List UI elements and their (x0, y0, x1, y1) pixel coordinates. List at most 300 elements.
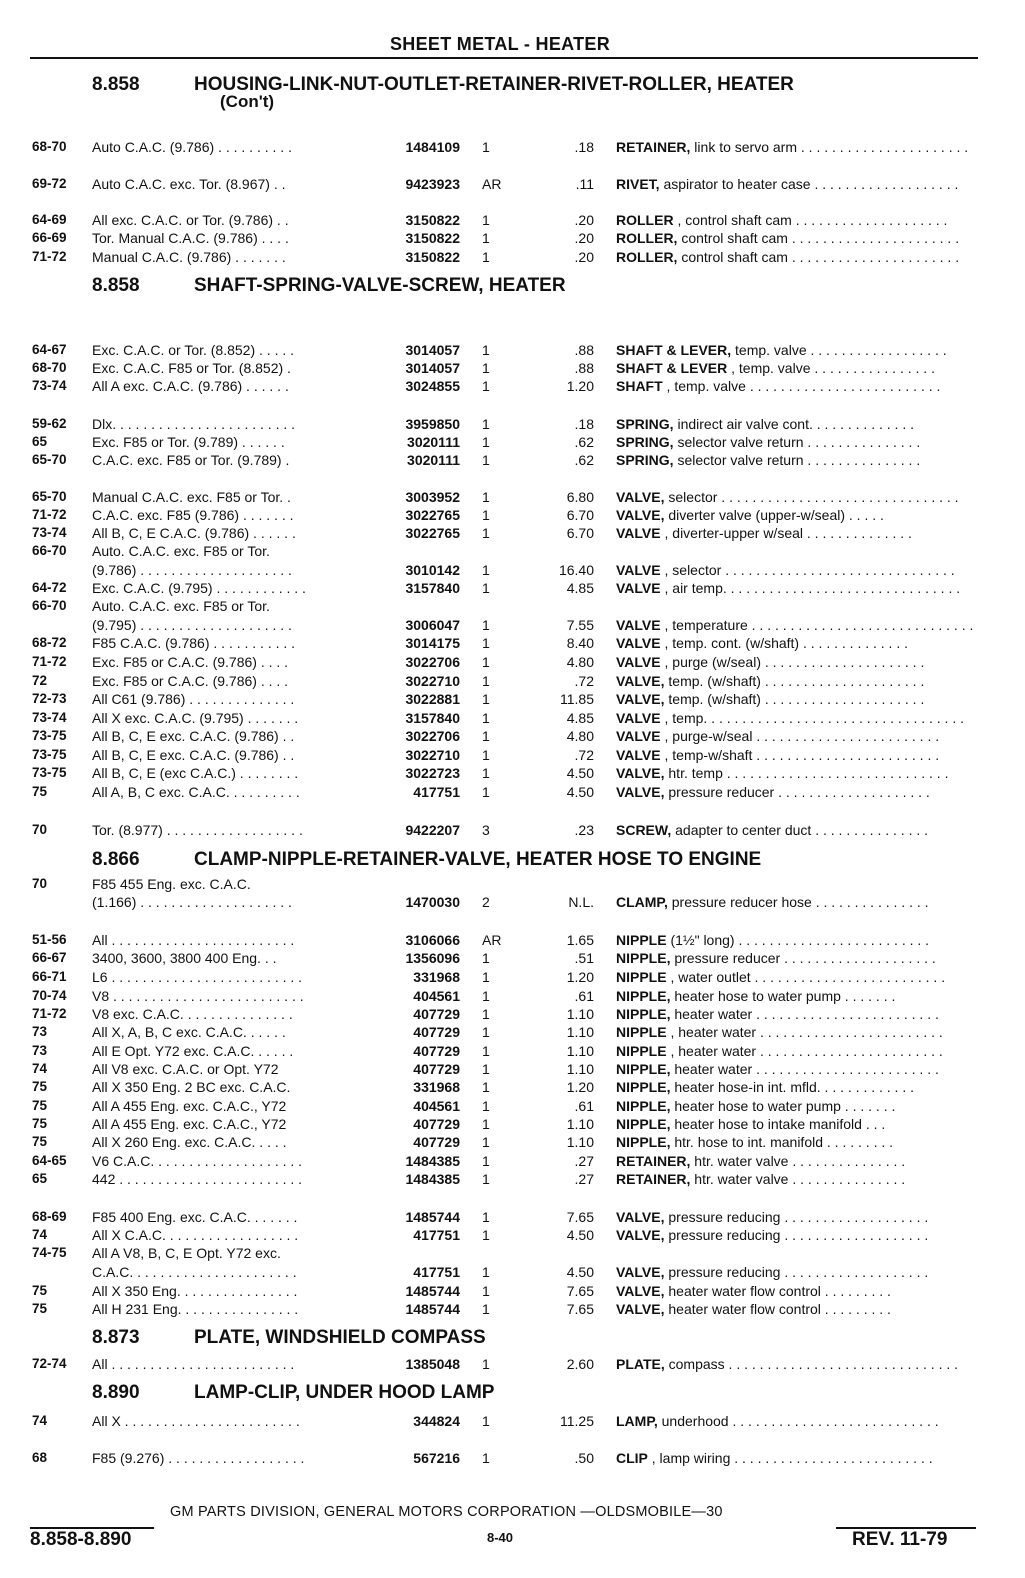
quantity: 1 (482, 1079, 490, 1095)
model-years: 73-74 (32, 378, 67, 393)
part-detail: pressure reducing . . . . . . . . . . . . . . . . . . . (664, 1264, 929, 1280)
part-description (616, 489, 978, 505)
quantity: 1 (482, 1450, 490, 1466)
part-name: SCREW, (616, 822, 672, 838)
quantity: 1 (482, 765, 490, 781)
model-years: 75 (32, 784, 48, 799)
application: All B, C, E exc. C.A.C. (9.786) . . (92, 728, 295, 744)
part-description (616, 360, 978, 376)
model-years: 66-70 (32, 598, 67, 613)
quantity: 1 (482, 1006, 490, 1022)
parts-row (0, 1413, 1000, 1431)
model-years: 66-70 (32, 543, 67, 558)
part-detail: heater water flow control . . . . . . . . . (664, 1301, 891, 1317)
part-description (616, 988, 978, 1004)
part-description (616, 1153, 978, 1169)
part-number: 3959850 (405, 416, 460, 432)
model-years: 70 (32, 822, 48, 837)
quantity: 2 (482, 894, 490, 910)
parts-row (0, 489, 1000, 507)
part-name: RETAINER, (616, 1171, 691, 1187)
application: Manual C.A.C. exc. F85 or Tor. . (92, 489, 291, 505)
quantity: 1 (482, 452, 490, 468)
page-header-title: SHEET METAL - HEATER (389, 34, 610, 54)
part-number: 3022881 (405, 691, 460, 707)
model-years: 68-70 (32, 360, 67, 375)
part-detail: heater water . . . . . . . . . . . . . . . . . . . . . . . . (670, 1061, 939, 1077)
parts-row (0, 728, 1000, 746)
part-detail: pressure reducing . . . . . . . . . . . . . . . . . . . (664, 1209, 929, 1225)
application: (1.166) . . . . . . . . . . . . . . . . . . . . (92, 894, 292, 910)
part-name: NIPPLE, (616, 1079, 671, 1095)
section-number: 8.873 (92, 1327, 140, 1348)
model-years: 75 (32, 1098, 48, 1113)
parts-row (0, 1024, 1000, 1042)
price: .62 (574, 434, 594, 450)
model-years: 74 (32, 1227, 48, 1242)
price: .23 (574, 822, 594, 838)
price: 16.40 (558, 562, 594, 578)
parts-row (0, 452, 1000, 470)
part-description (616, 580, 978, 596)
part-number: 3157840 (405, 580, 460, 596)
parts-row (0, 654, 1000, 672)
section-title: SHAFT-SPRING-VALVE-SCREW, HEATER (194, 275, 566, 296)
part-name: NIPPLE, (616, 1098, 671, 1114)
model-years: 72-74 (32, 1356, 67, 1371)
application: All C61 (9.786) . . . . . . . . . . . . . . (92, 691, 295, 707)
parts-row (0, 176, 1000, 194)
price: .50 (574, 1450, 594, 1466)
price: 6.70 (566, 507, 594, 523)
quantity: 1 (482, 691, 490, 707)
part-description (616, 673, 978, 689)
part-number: 404561 (413, 988, 460, 1004)
part-description (616, 139, 978, 155)
application: Auto C.A.C. exc. Tor. (8.967) . . (92, 176, 286, 192)
price: 1.20 (566, 1079, 594, 1095)
part-detail: heater hose to water pump . . . . . . . (670, 1098, 896, 1114)
part-name: VALVE (616, 747, 661, 763)
part-detail: aspirator to heater case . . . . . . . . . . . . . . . . . . . (659, 176, 959, 192)
part-name: VALVE, (616, 1209, 665, 1225)
quantity: 1 (482, 1098, 490, 1114)
quantity: 1 (482, 784, 490, 800)
price: .51 (574, 950, 594, 966)
part-description (616, 1098, 978, 1114)
quantity: 1 (482, 1301, 490, 1317)
quantity: 1 (482, 1264, 490, 1280)
price: .11 (575, 176, 594, 192)
price: 4.80 (566, 728, 594, 744)
price: 6.70 (566, 525, 594, 541)
application: V8 exc. C.A.C. . . . . . . . . . . . . . . (92, 1006, 293, 1022)
part-detail: , heater water . . . . . . . . . . . . . . . . . . . . . . . . (666, 1024, 943, 1040)
section-title: HOUSING-LINK-NUT-OUTLET-RETAINER-RIVET-ROLLER, HEATER (194, 74, 794, 95)
part-number: 9423923 (405, 176, 460, 192)
parts-row (0, 969, 1000, 987)
section-number: 8.858 (92, 275, 140, 296)
application: C.A.C. . . . . . . . . . . . . . . . . . . . . . (92, 1264, 297, 1280)
part-name: VALVE (616, 654, 661, 670)
part-name: VALVE, (616, 691, 665, 707)
model-years: 64-69 (32, 212, 67, 227)
part-name: VALVE, (616, 1283, 665, 1299)
part-detail: diverter valve (upper-w/seal) . . . . . (664, 507, 884, 523)
part-number: 417751 (413, 1264, 460, 1280)
quantity: AR (482, 932, 502, 948)
quantity: 1 (482, 1171, 490, 1187)
part-name: NIPPLE (616, 1043, 667, 1059)
parts-row (0, 635, 1000, 653)
part-description (616, 342, 978, 358)
parts-row (0, 1043, 1000, 1061)
price: N.L. (568, 894, 594, 910)
part-description (616, 1209, 978, 1225)
application: All X . . . . . . . . . . . . . . . . . . . . . . . (92, 1413, 300, 1429)
section-number: 8.858 (92, 74, 140, 95)
part-description (616, 1450, 978, 1466)
parts-row (0, 249, 1000, 267)
part-description (616, 1264, 978, 1280)
part-number: 3022706 (405, 654, 460, 670)
quantity: 1 (482, 139, 490, 155)
part-description (616, 747, 978, 763)
quantity: 1 (482, 230, 490, 246)
price: 1.10 (566, 1024, 594, 1040)
model-years: 73-75 (32, 747, 67, 762)
application: All H 231 Eng. . . . . . . . . . . . . . . . (92, 1301, 299, 1317)
quantity: 1 (482, 747, 490, 763)
parts-row (0, 1061, 1000, 1079)
part-name: VALVE, (616, 784, 665, 800)
application: Tor. (8.977) . . . . . . . . . . . . . . . . . . (92, 822, 303, 838)
section-continued-note: (Con't) (220, 92, 275, 111)
application: C.A.C. exc. F85 or Tor. (9.789) . (92, 452, 290, 468)
part-description (616, 654, 978, 670)
price: 2.60 (566, 1356, 594, 1372)
model-years: 73 (32, 1043, 48, 1058)
parts-row (0, 1283, 1000, 1301)
part-number: 3150822 (405, 249, 460, 265)
application: Tor. Manual C.A.C. (9.786) . . . . (92, 230, 289, 246)
quantity: 1 (482, 342, 490, 358)
model-years: 64-65 (32, 1153, 67, 1168)
quantity: 1 (482, 1134, 490, 1150)
model-years: 64-67 (32, 342, 67, 357)
application: F85 455 Eng. exc. C.A.C. (92, 876, 251, 892)
quantity: 1 (482, 1413, 490, 1429)
part-detail: , lamp wiring . . . . . . . . . . . . . . . . . . . . . . . . . . (647, 1450, 933, 1466)
part-name: NIPPLE, (616, 950, 671, 966)
part-description (616, 635, 978, 651)
parts-row (0, 1134, 1000, 1152)
price: 1.65 (566, 932, 594, 948)
part-detail: , temp-w/shaft . . . . . . . . . . . . . . . . . . . . . . . . (660, 747, 940, 763)
part-number: 417751 (413, 784, 460, 800)
application: Exc. F85 or C.A.C. (9.786) . . . . (92, 654, 289, 670)
part-description (616, 507, 978, 523)
application: Exc. C.A.C. or Tor. (8.852) . . . . . (92, 342, 295, 358)
price: 4.50 (566, 1264, 594, 1280)
part-name: VALVE, (616, 1227, 665, 1243)
quantity: 1 (482, 950, 490, 966)
part-detail: , temp. cont. (w/shaft) . . . . . . . . . . . . . . (660, 635, 909, 651)
part-description (616, 434, 978, 450)
part-number: 3106066 (405, 932, 460, 948)
part-description (616, 728, 978, 744)
part-number: 1484385 (405, 1153, 460, 1169)
application: F85 (9.276) . . . . . . . . . . . . . . . . . . (92, 1450, 305, 1466)
parts-row (0, 932, 1000, 950)
application: 3400, 3600, 3800 400 Eng. . . (92, 950, 277, 966)
price: .72 (574, 673, 594, 689)
application: V6 C.A.C. . . . . . . . . . . . . . . . . . . . (92, 1153, 303, 1169)
parts-row (0, 598, 1000, 616)
section-number: 8.890 (92, 1382, 140, 1403)
part-number: 9422207 (405, 822, 460, 838)
parts-row (0, 617, 1000, 635)
quantity: 1 (482, 710, 490, 726)
part-description (616, 932, 978, 948)
part-number: 407729 (413, 1061, 460, 1077)
application: All A 455 Eng. exc. C.A.C., Y72 (92, 1116, 287, 1132)
quantity: 1 (482, 635, 490, 651)
application: Exc. F85 or C.A.C. (9.786) . . . . (92, 673, 289, 689)
model-years: 65 (32, 1171, 48, 1186)
part-description (616, 1043, 978, 1059)
price: .88 (574, 360, 594, 376)
part-description (616, 969, 978, 985)
quantity: 1 (482, 1209, 490, 1225)
part-detail: htr. water valve . . . . . . . . . . . . . . . (690, 1153, 906, 1169)
price: 6.80 (566, 489, 594, 505)
parts-row (0, 710, 1000, 728)
quantity: 1 (482, 562, 490, 578)
part-detail: heater hose to water pump . . . . . . . (670, 988, 896, 1004)
quantity: 1 (482, 1356, 490, 1372)
quantity: 1 (482, 525, 490, 541)
part-description (616, 452, 978, 468)
part-detail: , air temp. . . . . . . . . . . . . . . . . . . . . . . . . . . . . . . (660, 580, 961, 596)
parts-row (0, 1356, 1000, 1374)
part-detail: , temp. valve . . . . . . . . . . . . . . . . . . . . . . . . . (662, 378, 941, 394)
model-years: 65-70 (32, 452, 67, 467)
parts-row (0, 1153, 1000, 1171)
quantity: 1 (482, 1283, 490, 1299)
part-description (616, 416, 978, 432)
quantity: 1 (482, 617, 490, 633)
price: .20 (574, 212, 594, 228)
part-name: VALVE (616, 728, 661, 744)
part-detail: adapter to center duct . . . . . . . . . . . . . . . (671, 822, 929, 838)
model-years: 65 (32, 434, 48, 449)
price: 7.55 (566, 617, 594, 633)
part-number: 1485744 (405, 1301, 460, 1317)
part-detail: selector valve return . . . . . . . . . . . . . . . (673, 452, 921, 468)
parts-row (0, 139, 1000, 157)
parts-row (0, 1450, 1000, 1468)
parts-row (0, 1264, 1000, 1282)
part-detail: compass . . . . . . . . . . . . . . . . . . . . . . . . . . . . . . (664, 1356, 959, 1372)
part-number: 3014057 (405, 360, 460, 376)
part-description (616, 1134, 978, 1150)
price: .27 (574, 1171, 594, 1187)
quantity: 1 (482, 728, 490, 744)
application: Auto. C.A.C. exc. F85 or Tor. (92, 543, 270, 559)
part-name: VALVE, (616, 1264, 665, 1280)
part-description (616, 822, 978, 838)
part-detail: control shaft cam . . . . . . . . . . . . . . . . . . . . . . (677, 230, 960, 246)
price: 7.65 (566, 1209, 594, 1225)
part-number: 407729 (413, 1043, 460, 1059)
part-name: VALVE (616, 635, 661, 651)
quantity: 1 (482, 673, 490, 689)
price: .72 (574, 747, 594, 763)
parts-row (0, 876, 1000, 894)
part-detail: heater hose-in int. mfld. . . . . . . . . . . . . (670, 1079, 915, 1095)
part-detail: (1½" long) . . . . . . . . . . . . . . . . . . . . . . . . . (666, 932, 930, 948)
application: Exc. C.A.C. (9.795) . . . . . . . . . . . . (92, 580, 306, 596)
price: 4.50 (566, 765, 594, 781)
part-name: VALVE, (616, 489, 665, 505)
part-detail: , diverter-upper w/seal . . . . . . . . . . . . . . (660, 525, 912, 541)
part-description (616, 1061, 978, 1077)
model-years: 51-56 (32, 932, 67, 947)
quantity: 1 (482, 1024, 490, 1040)
part-number: 3150822 (405, 212, 460, 228)
part-number: 3157840 (405, 710, 460, 726)
part-name: SPRING, (616, 434, 674, 450)
parts-row (0, 1116, 1000, 1134)
part-detail: underhood . . . . . . . . . . . . . . . . . . . . . . . . . . . (657, 1413, 939, 1429)
application: All . . . . . . . . . . . . . . . . . . . . . . . . (92, 932, 295, 948)
part-detail: , temperature . . . . . . . . . . . . . . . . . . . . . . . . . . . . . (660, 617, 974, 633)
price: 1.10 (566, 1116, 594, 1132)
model-years: 71-72 (32, 654, 67, 669)
parts-row (0, 1209, 1000, 1227)
part-number: 331968 (413, 1079, 460, 1095)
part-number: 3010142 (405, 562, 460, 578)
price: 4.50 (566, 784, 594, 800)
part-detail: heater hose to intake manifold . . . (670, 1116, 886, 1132)
parts-row (0, 416, 1000, 434)
part-description (616, 176, 978, 192)
price: .18 (574, 139, 594, 155)
parts-row (0, 691, 1000, 709)
section-title: PLATE, WINDSHIELD COMPASS (194, 1327, 486, 1348)
part-number: 407729 (413, 1006, 460, 1022)
parts-row (0, 1079, 1000, 1097)
application: All X 350 Eng. . . . . . . . . . . . . . . . (92, 1283, 298, 1299)
part-name: NIPPLE (616, 932, 667, 948)
part-name: NIPPLE, (616, 1116, 671, 1132)
application: 442 . . . . . . . . . . . . . . . . . . . . . . . . (92, 1171, 303, 1187)
part-number: 1470030 (405, 894, 460, 910)
parts-row (0, 378, 1000, 396)
part-number: 1356096 (405, 950, 460, 966)
part-description (616, 1413, 978, 1429)
price: 4.85 (566, 710, 594, 726)
part-number: 407729 (413, 1134, 460, 1150)
part-description (616, 1227, 978, 1243)
parts-row (0, 765, 1000, 783)
application: All A V8, B, C, E Opt. Y72 exc. (92, 1245, 281, 1261)
part-number: 3022710 (405, 673, 460, 689)
application: L6 . . . . . . . . . . . . . . . . . . . . . . . . . (92, 969, 303, 985)
parts-row (0, 580, 1000, 598)
part-name: NIPPLE, (616, 988, 671, 1004)
quantity: 1 (482, 378, 490, 394)
part-description (616, 1356, 978, 1372)
application: All B, C, E exc. C.A.C. (9.786) . . (92, 747, 295, 763)
model-years: 68-70 (32, 139, 67, 154)
part-description (616, 950, 978, 966)
part-description (616, 710, 978, 726)
part-detail: , temp. . . . . . . . . . . . . . . . . . . . . . . . . . . . . . . . . . (660, 710, 965, 726)
application: All X, A, B, C exc. C.A.C. . . . . . (92, 1024, 286, 1040)
part-description (616, 1171, 978, 1187)
quantity: 1 (482, 434, 490, 450)
part-detail: pressure reducer . . . . . . . . . . . . . . . . . . . . (670, 950, 936, 966)
part-name: NIPPLE, (616, 1061, 671, 1077)
part-name: SHAFT & LEVER, (616, 342, 732, 358)
quantity: 1 (482, 489, 490, 505)
application: All B, C, E (exc C.A.C.) . . . . . . . . (92, 765, 299, 781)
parts-row (0, 434, 1000, 452)
part-number: 1484385 (405, 1171, 460, 1187)
model-years: 71-72 (32, 1006, 67, 1021)
price: 4.50 (566, 1227, 594, 1243)
part-detail: htr. water valve . . . . . . . . . . . . . . . (690, 1171, 906, 1187)
part-detail: temp. valve . . . . . . . . . . . . . . . . . . (731, 342, 947, 358)
section-number: 8.866 (92, 849, 140, 870)
parts-row (0, 1245, 1000, 1263)
part-name: CLAMP, (616, 894, 668, 910)
part-description (616, 894, 978, 910)
model-years: 74-75 (32, 1245, 67, 1260)
model-years: 75 (32, 1116, 48, 1131)
price: 1.10 (566, 1006, 594, 1022)
application: All X exc. C.A.C. (9.795) . . . . . . . (92, 710, 299, 726)
application: Manual C.A.C. (9.786) . . . . . . . (92, 249, 286, 265)
part-number: 3022706 (405, 728, 460, 744)
price: .62 (574, 452, 594, 468)
part-detail: heater water . . . . . . . . . . . . . . . . . . . . . . . . (670, 1006, 939, 1022)
part-number: 3020111 (407, 452, 460, 468)
part-detail: , purge (w/seal) . . . . . . . . . . . . . . . . . . . . . (660, 654, 925, 670)
part-detail: pressure reducer . . . . . . . . . . . . . . . . . . . . (664, 784, 930, 800)
part-name: VALVE, (616, 507, 665, 523)
part-name: SHAFT & LEVER (616, 360, 728, 376)
application: Auto. C.A.C. exc. F85 or Tor. (92, 598, 270, 614)
part-detail: link to servo arm . . . . . . . . . . . . . . . . . . . . . . (690, 139, 969, 155)
part-detail: , purge-w/seal . . . . . . . . . . . . . . . . . . . . . . . . (660, 728, 940, 744)
application: Exc. C.A.C. F85 or Tor. (8.852) . (92, 360, 291, 376)
model-years: 75 (32, 1301, 48, 1316)
part-detail: , temp. valve . . . . . . . . . . . . . . . . (727, 360, 935, 376)
parts-row (0, 1098, 1000, 1116)
quantity: 1 (482, 1061, 490, 1077)
application: Auto C.A.C. (9.786) . . . . . . . . . . (92, 139, 292, 155)
part-number: 3024855 (405, 378, 460, 394)
part-detail: , heater water . . . . . . . . . . . . . . . . . . . . . . . . (666, 1043, 943, 1059)
part-detail: , selector . . . . . . . . . . . . . . . . . . . . . . . . . . . . . . (660, 562, 955, 578)
quantity: 1 (482, 212, 490, 228)
model-years: 69-72 (32, 176, 67, 191)
application: All B, C, E C.A.C. (9.786) . . . . . . (92, 525, 296, 541)
price: 8.40 (566, 635, 594, 651)
